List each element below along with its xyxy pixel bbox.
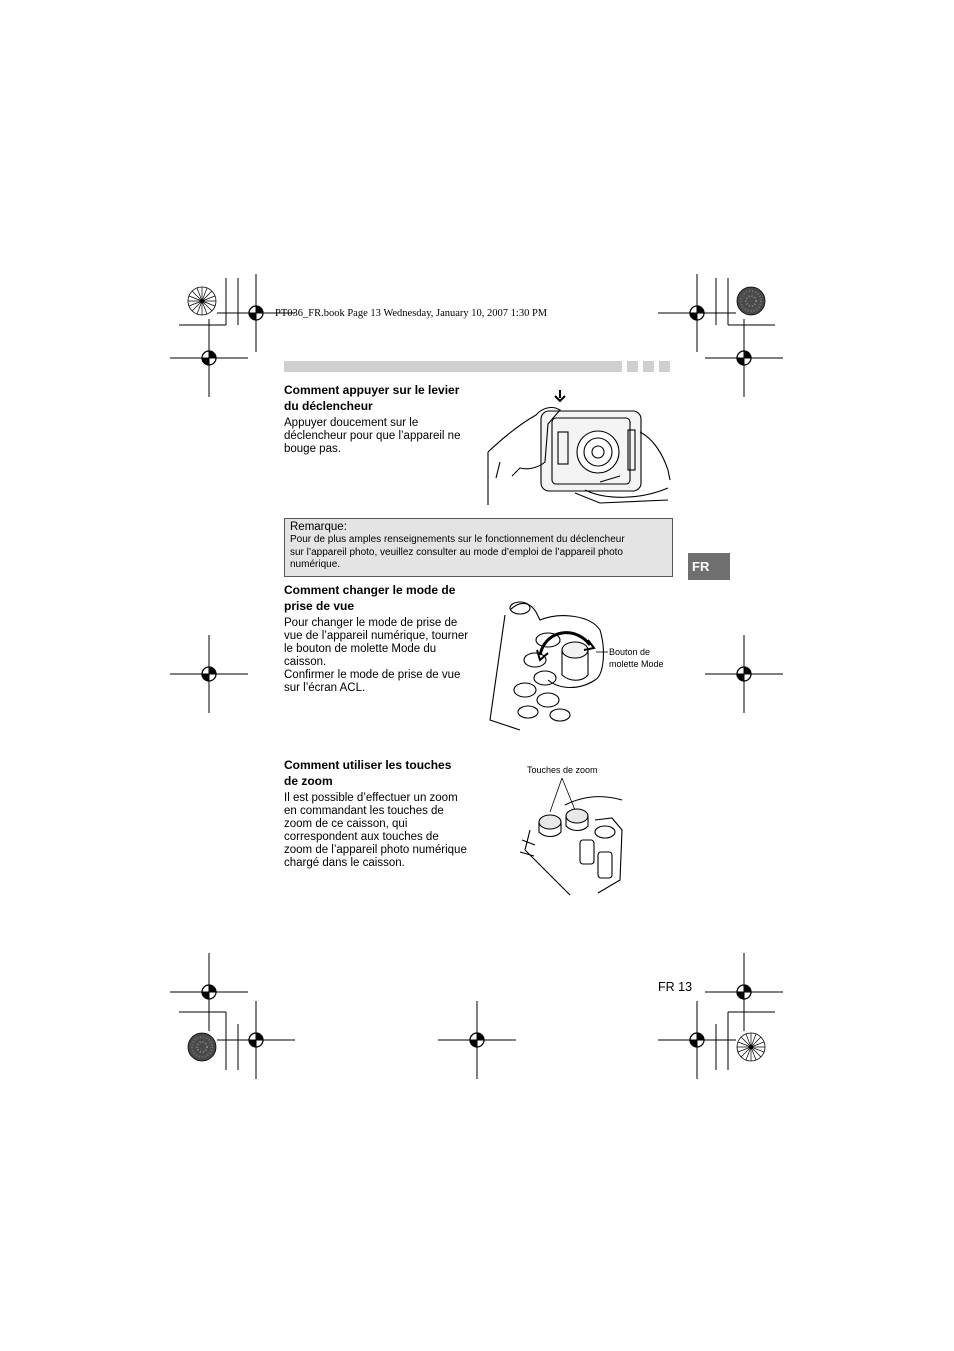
registration-mark-icon <box>658 274 736 352</box>
registration-mark-icon <box>170 953 248 1031</box>
mode-dial-callout: Bouton de molette Mode <box>609 647 664 669</box>
section-title: Comment changer le mode de prise de vue <box>284 583 456 613</box>
registration-mark-icon <box>170 319 248 397</box>
page-number: FR 13 <box>658 980 693 994</box>
note-text: Pour de plus amples renseignements sur le fonctionnement du déclencheur sur l’appareil photo, veuillez consulter au mode d’emploi de l’appareil photo numérique. <box>290 534 625 570</box>
section-zoom <box>284 757 484 870</box>
section-mode-dial <box>284 582 484 695</box>
section-header-box <box>659 361 670 372</box>
color-target-icon <box>737 1033 765 1061</box>
note-title: Remarque: <box>290 521 347 533</box>
section-header-box <box>627 361 638 372</box>
print-slug: PT036_FR.book Page 13 Wednesday, January 10, 2007 1:30 PM <box>275 308 548 319</box>
zoom-buttons-illustration <box>520 778 622 895</box>
section-title: Comment appuyer sur le levier du déclencheur <box>284 383 460 413</box>
registration-mark-icon <box>705 635 783 713</box>
section-body: Pour changer le mode de prise de vue de l’appareil numérique, tourner le bouton de molette Mode du caisson. Confirmer le mode de prise de vue sur l’écran ACL. <box>284 617 469 694</box>
registration-mark-icon <box>438 1001 516 1079</box>
section-header-bar <box>284 361 622 372</box>
registration-mark-icon <box>658 1001 736 1079</box>
color-target-icon <box>737 287 765 315</box>
color-target-icon <box>188 1033 216 1061</box>
section-title: Comment utiliser les touches de zoom <box>284 758 452 788</box>
registration-mark-icon <box>217 1001 295 1079</box>
section-header-box <box>643 361 654 372</box>
language-tab: FR <box>688 553 730 580</box>
registration-mark-icon <box>705 319 783 397</box>
note-box <box>284 518 673 577</box>
section-body: Appuyer doucement sur le déclencheur pour que l’appareil ne bouge pas. <box>284 417 461 455</box>
mode-dial-illustration <box>490 602 608 730</box>
registration-mark-icon <box>170 635 248 713</box>
color-target-icon <box>188 287 216 315</box>
shutter-press-illustration <box>488 390 670 505</box>
section-body: Il est possible d’effectuer un zoom en commandant les touches de zoom de ce caisson, qui correspondent aux touches de zoom de l’appareil photo numérique chargé dans le caisson. <box>284 792 467 869</box>
zoom-callout: Touches de zoom <box>527 765 598 775</box>
registration-mark-icon <box>705 953 783 1031</box>
section-shutter <box>284 382 484 456</box>
